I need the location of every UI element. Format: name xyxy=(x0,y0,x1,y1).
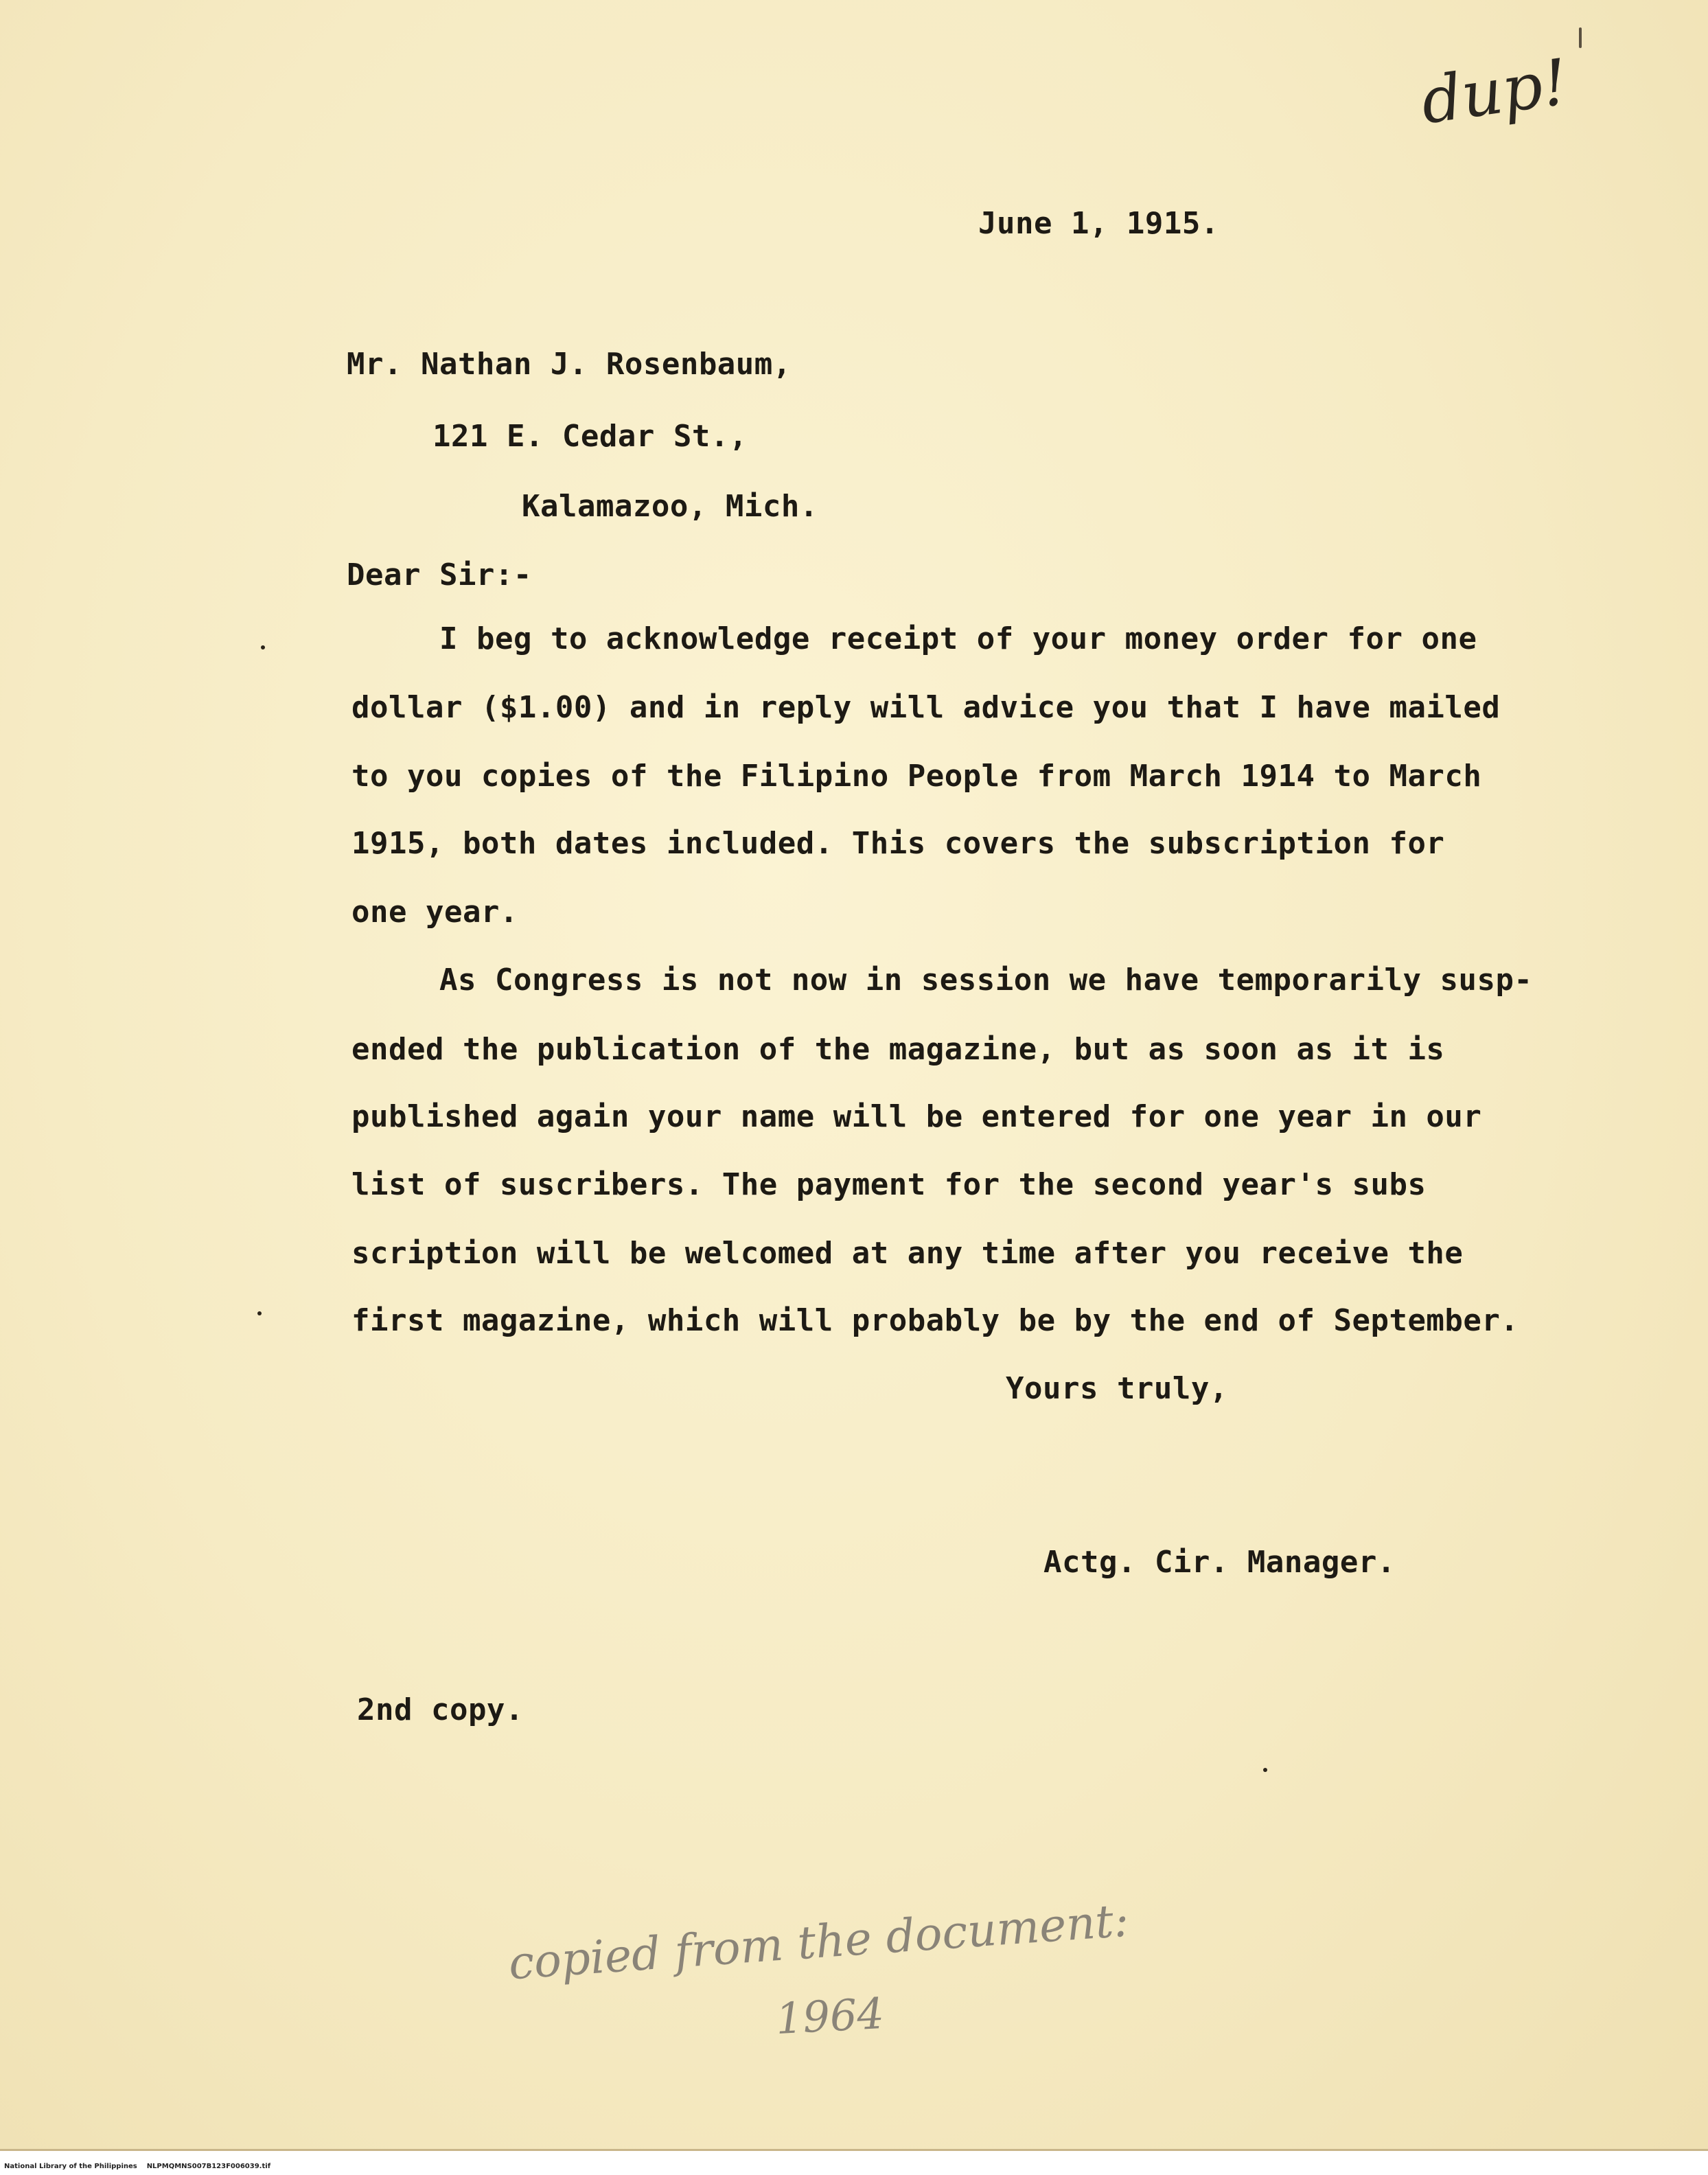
recipient-name: Mr. Nathan J. Rosenbaum, xyxy=(347,347,792,382)
archive-label: National Library of the Philippines xyxy=(4,2163,137,2170)
recipient-street: 121 E. Cedar St., xyxy=(432,419,748,454)
recipient-city: Kalamazoo, Mich. xyxy=(522,489,818,524)
body-line: to you copies of the Filipino People from March 1914 to March xyxy=(351,759,1482,794)
body-line: scription will be welcomed at any time after you receive the xyxy=(351,1236,1464,1271)
letter-date: June 1, 1915. xyxy=(978,206,1219,241)
salutation: Dear Sir:- xyxy=(347,557,532,592)
ink-speck xyxy=(1579,27,1582,48)
closing: Yours truly, xyxy=(1006,1371,1228,1406)
file-name: NLPMQMNS007B123F006039.tif xyxy=(146,2163,271,2170)
footer-caption xyxy=(4,2163,270,2170)
ink-speck xyxy=(261,645,265,649)
body-line: I beg to acknowledge receipt of your money order for one xyxy=(439,621,1477,656)
handwritten-copy-note: copied from the document: xyxy=(507,1894,1131,1990)
body-line: one year. xyxy=(351,895,518,930)
body-line: 1915, both dates included. This covers the subscription for xyxy=(351,826,1445,861)
body-line: dollar ($1.00) and in reply will advice you that I have mailed xyxy=(351,690,1501,725)
body-line: As Congress is not now in session we have temporarily susp- xyxy=(439,963,1533,998)
handwritten-year-note: 1964 xyxy=(774,1988,886,2045)
body-line: first magazine, which will probably be by the end of September. xyxy=(351,1303,1519,1338)
ink-speck xyxy=(1263,1768,1267,1772)
body-line: published again your name will be entered for one year in our xyxy=(351,1099,1482,1134)
signature-title: Actg. Cir. Manager. xyxy=(1043,1545,1396,1580)
body-line: ended the publication of the magazine, but as soon as it is xyxy=(351,1032,1445,1067)
handwritten-dup-note: dup! xyxy=(1416,45,1573,139)
ink-speck xyxy=(257,1311,262,1315)
copy-note: 2nd copy. xyxy=(357,1692,524,1727)
body-line: list of suscribers. The payment for the second year's subs xyxy=(351,1167,1427,1202)
